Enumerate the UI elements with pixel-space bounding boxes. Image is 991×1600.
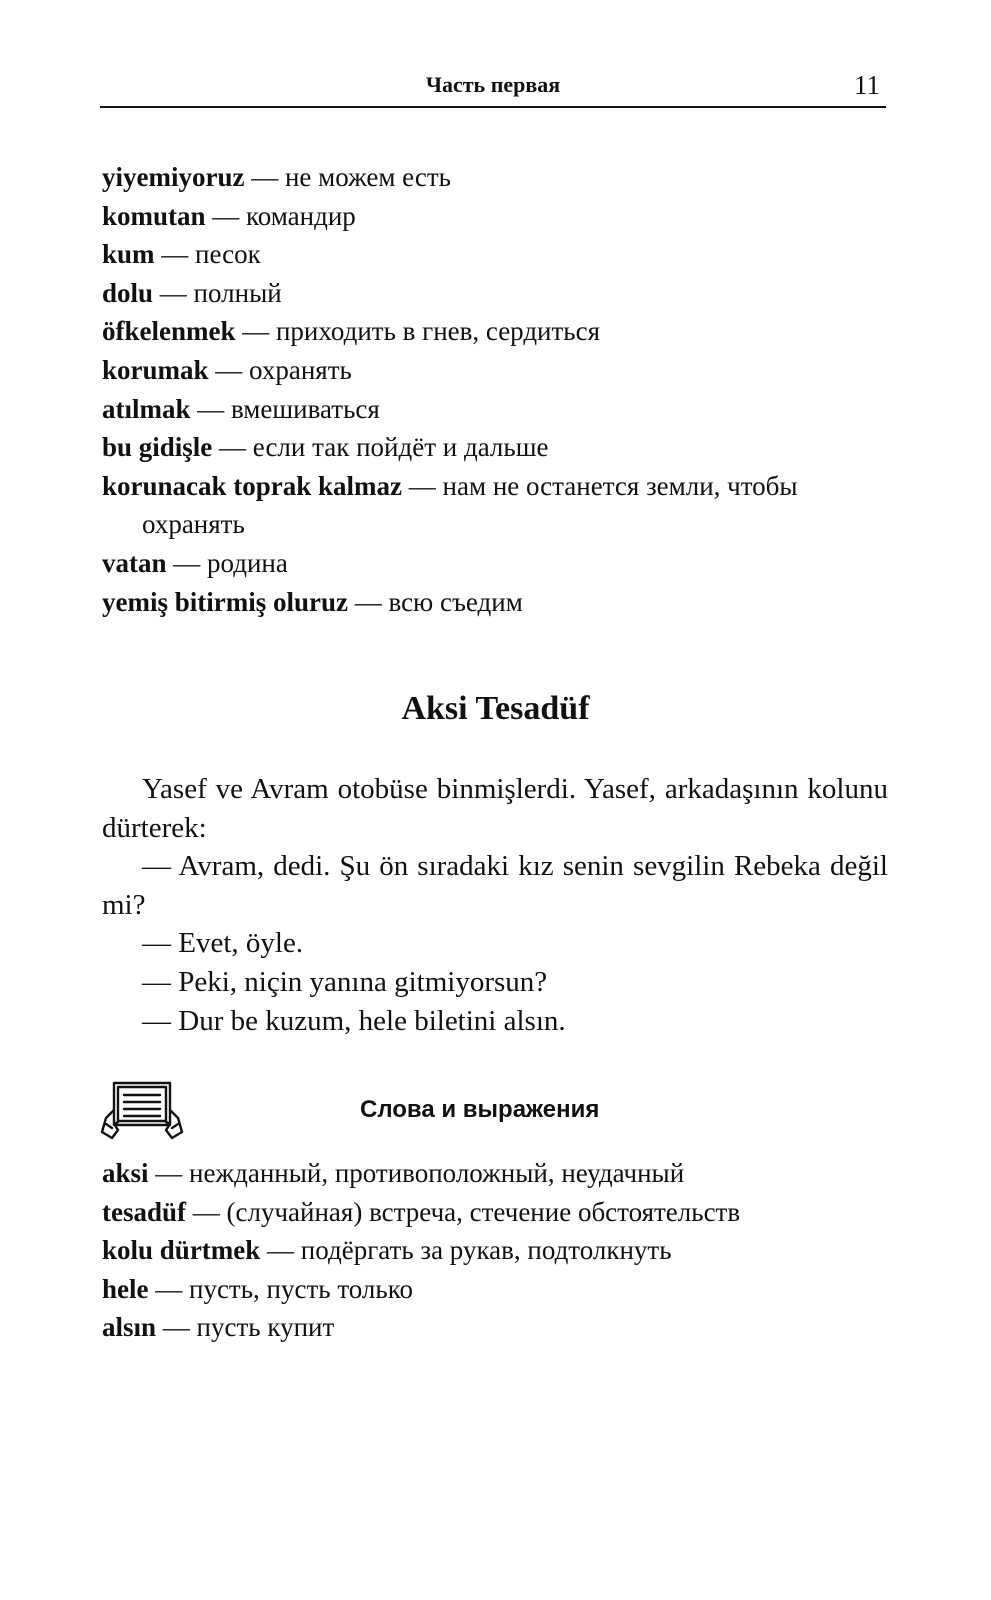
story-paragraph: — Evet, öyle.	[142, 927, 304, 960]
story-paragraph: — Dur be kuzum, hele biletini alsın.	[142, 1004, 566, 1037]
glossary-entry	[102, 197, 892, 236]
glossary-entry	[102, 583, 892, 622]
glossary-definition: — всю съедим	[354, 586, 523, 617]
story-text	[102, 770, 888, 1040]
glossary-definition: — пусть купит	[162, 1312, 335, 1343]
glossary-term: bu gidişle	[102, 432, 213, 463]
glossary-term: kum	[102, 239, 155, 270]
glossary-entry	[102, 428, 892, 467]
glossary-definition: — вмешиваться	[197, 393, 380, 424]
glossary-definition: — охранять	[215, 354, 352, 385]
glossary-term: hele	[102, 1273, 149, 1304]
glossary-definition: — полный	[159, 277, 282, 308]
glossary-entry	[102, 390, 892, 429]
glossary-term: kolu dürtmek	[102, 1235, 261, 1266]
story-title: Aksi Tesadüf	[401, 690, 590, 727]
glossary-term: komutan	[102, 200, 206, 231]
glossary-term: korumak	[102, 354, 209, 385]
glossary-entry	[102, 544, 892, 583]
glossary-entry	[102, 312, 892, 351]
glossary-term: alsın	[102, 1312, 157, 1343]
glossary-term: tesadüf	[102, 1196, 187, 1227]
glossary-term: dolu	[102, 277, 154, 308]
glossary-definition: — подёргать за рукав, подтолкнуть	[267, 1235, 672, 1266]
glossary-entry	[102, 235, 892, 274]
page-number: 11	[854, 70, 880, 100]
glossary-term: yiyemiyoruz	[102, 162, 245, 192]
glossary-definition: — не можем есть	[251, 162, 451, 192]
running-head	[100, 70, 886, 108]
glossary-term: vatan	[102, 547, 167, 578]
glossary-entry	[102, 351, 892, 390]
glossary-entry	[102, 158, 892, 197]
glossary-definition: — приходить в гнев, сердиться	[242, 316, 601, 347]
glossary-definition: — (случайная) встреча, стечение обстоятельств	[192, 1196, 741, 1227]
section-title: Часть первая	[425, 72, 561, 97]
open-book-hands-icon	[100, 1080, 184, 1144]
words-section-title: Слова и выражения	[360, 1096, 600, 1123]
glossary-term: yemiş bitirmiş oluruz	[102, 586, 348, 617]
glossary-entry	[102, 1308, 892, 1347]
story-paragraph: — Avram, dedi. Şu ön sıradaki kız senin sevgilin Rebeka değil mi?	[102, 850, 888, 921]
glossary-entry	[102, 1154, 892, 1193]
glossary-entry	[102, 274, 892, 313]
glossary-entry	[102, 1193, 892, 1232]
glossary-term: öfkelenmek	[102, 316, 236, 347]
glossary-definition: — песок	[161, 239, 261, 270]
glossary-term: atılmak	[102, 393, 191, 424]
glossary-entry	[102, 1270, 892, 1309]
glossary-top	[102, 158, 892, 621]
story-paragraph: — Peki, niçin yanına gitmiyorsun?	[142, 965, 548, 998]
glossary-definition: — командир	[212, 200, 356, 231]
glossary-definition: — нам не останется земли, чтобы охранять	[142, 470, 798, 540]
glossary-definition: — пусть, пусть только	[155, 1273, 413, 1304]
glossary-term: korunacak toprak kalmaz	[102, 470, 403, 501]
words-heading	[100, 1080, 890, 1144]
glossary-entry	[102, 467, 892, 544]
glossary-bottom	[102, 1154, 892, 1347]
glossary-definition: — если так пойдёт и дальше	[219, 432, 549, 463]
glossary-definition: — нежданный, противоположный, неудачный	[155, 1158, 685, 1188]
glossary-definition: — родина	[173, 547, 288, 578]
glossary-entry	[102, 1231, 892, 1270]
story-paragraph: Yasef ve Avram otobüse binmişlerdi. Yasef, arkadaşının kolunu dürterek:	[102, 773, 888, 844]
glossary-term: aksi	[102, 1158, 149, 1188]
